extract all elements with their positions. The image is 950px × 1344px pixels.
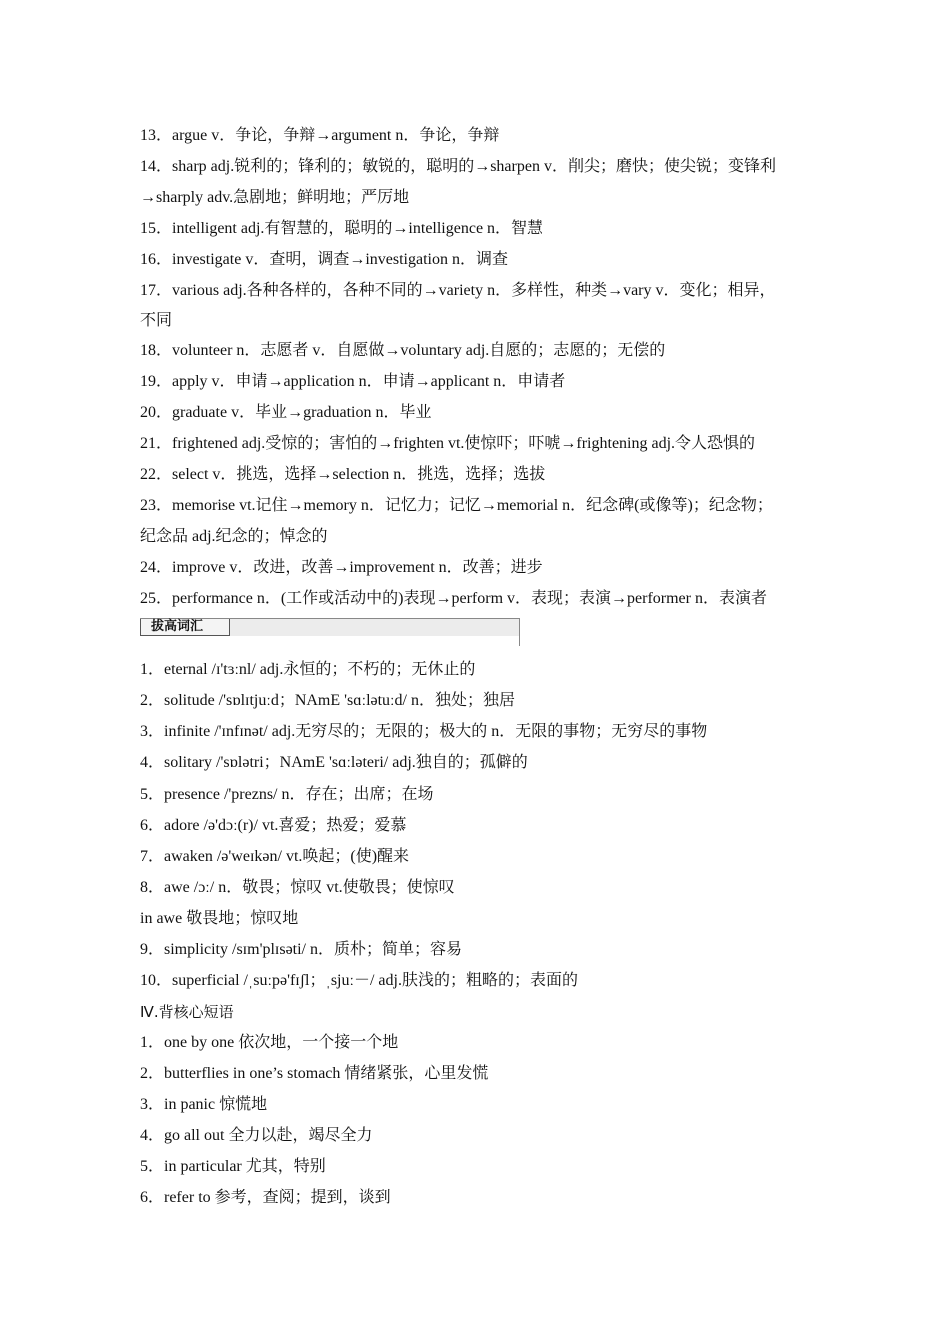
vocab-line: 20．graduate v．毕业→graduation n．毕业 — [140, 404, 432, 421]
advanced-vocab-line: 6．adore /ə'dɔː(r)/ vt.喜爱；热爱；爱慕 — [140, 817, 407, 834]
section-heading-phrases: Ⅳ.背核心短语 — [140, 1003, 234, 1021]
advanced-vocab-line: 10．superficial /ˌsuːpə'fɪʃl；ˌsjuː－/ adj.肤浅的；粗略的；表面的 — [140, 972, 578, 989]
advanced-vocab-line: 5．presence /'prezns/ n．存在；出席；在场 — [140, 786, 434, 803]
vocab-line: 13．argue v．争论，争辩→argument n．争论，争辩 — [140, 127, 500, 144]
vocab-line: 纪念品 adj.纪念的；悼念的 — [140, 528, 328, 545]
vocab-line: 24．improve v．改进，改善→improvement n．改善；进步 — [140, 559, 543, 576]
vocab-line: 25．performance n．(工作或活动中的)表现→perform v．表现；表演→performer n．表演者 — [140, 590, 767, 607]
advanced-vocab-line: 2．solitude /'sɒlɪtjuːd；NAmE 'sɑːlətuːd/ n．独处；独居 — [140, 692, 515, 709]
phrase-line: 6．refer to 参考，查阅；提到，谈到 — [140, 1189, 391, 1206]
section-tag: 拔高词汇 — [140, 619, 230, 636]
vocab-line: 21．frightened adj.受惊的；害怕的→frighten vt.使惊吓；吓唬→frightening adj.令人恐惧的 — [140, 435, 756, 452]
section-header-advanced-vocab — [140, 618, 520, 646]
phrase-line: 5．in particular 尤其，特别 — [140, 1158, 326, 1175]
vocab-line: 不同 — [140, 312, 173, 329]
advanced-vocab-line: 7．awaken /ə'weɪkən/ vt.唤起；(使)醒来 — [140, 848, 410, 865]
advanced-vocab-line: 3．infinite /'ɪnfɪnət/ adj.无穷尽的；无限的；极大的 n．无限的事物；无穷尽的事物 — [140, 723, 708, 740]
phrase-line: 3．in panic 惊慌地 — [140, 1096, 268, 1113]
advanced-vocab-line: 4．solitary /'sɒlətri；NAmE 'sɑːləteri/ adj.独自的；孤僻的 — [140, 754, 528, 771]
vocab-line: 22．select v．挑选，选择→selection n．挑选，选择；选拔 — [140, 466, 546, 483]
vocab-line: 15．intelligent adj.有智慧的，聪明的→intelligence n．智慧 — [140, 220, 544, 237]
advanced-vocab-line: 8．awe /ɔː/ n．敬畏；惊叹 vt.使敬畏；使惊叹 — [140, 879, 455, 896]
phrase-line: 1．one by one 依次地，一个接一个地 — [140, 1034, 399, 1051]
advanced-vocab-line: in awe 敬畏地；惊叹地 — [140, 910, 299, 927]
advanced-vocab-line: 1．eternal /ɪ'tɜːnl/ adj.永恒的；不朽的；无休止的 — [140, 661, 476, 678]
vocab-line: 17．various adj.各种各样的，各种不同的→variety n．多样性，种类→vary v．变化；相异， — [140, 282, 776, 299]
phrase-line: 2．butterflies in one’s stomach 情绪紧张，心里发慌 — [140, 1065, 489, 1082]
advanced-vocab-line: 9．simplicity /sɪm'plɪsəti/ n．质朴；简单；容易 — [140, 941, 463, 958]
vocab-line: →sharply adv.急剧地；鲜明地；严厉地 — [140, 189, 410, 206]
vocab-line: 23．memorise vt.记住→memory n．记忆力；记忆→memorial n．纪念碑(或像等)；纪念物； — [140, 497, 773, 514]
vocab-line: 14．sharp adj.锐利的；锋利的；敏锐的，聪明的→sharpen v．削尖；磨快；使尖锐；变锋利 — [140, 158, 776, 175]
vocab-line: 16．investigate v．查明，调查→investigation n．调查 — [140, 251, 508, 268]
phrase-line: 4．go all out 全力以赴，竭尽全力 — [140, 1127, 373, 1144]
vocab-line: 18．volunteer n．志愿者 v．自愿做→voluntary adj.自愿的；志愿的；无偿的 — [140, 342, 666, 359]
vocab-line: 19．apply v．申请→application n．申请→applicant n．申请者 — [140, 373, 566, 390]
section-bar — [230, 619, 519, 636]
